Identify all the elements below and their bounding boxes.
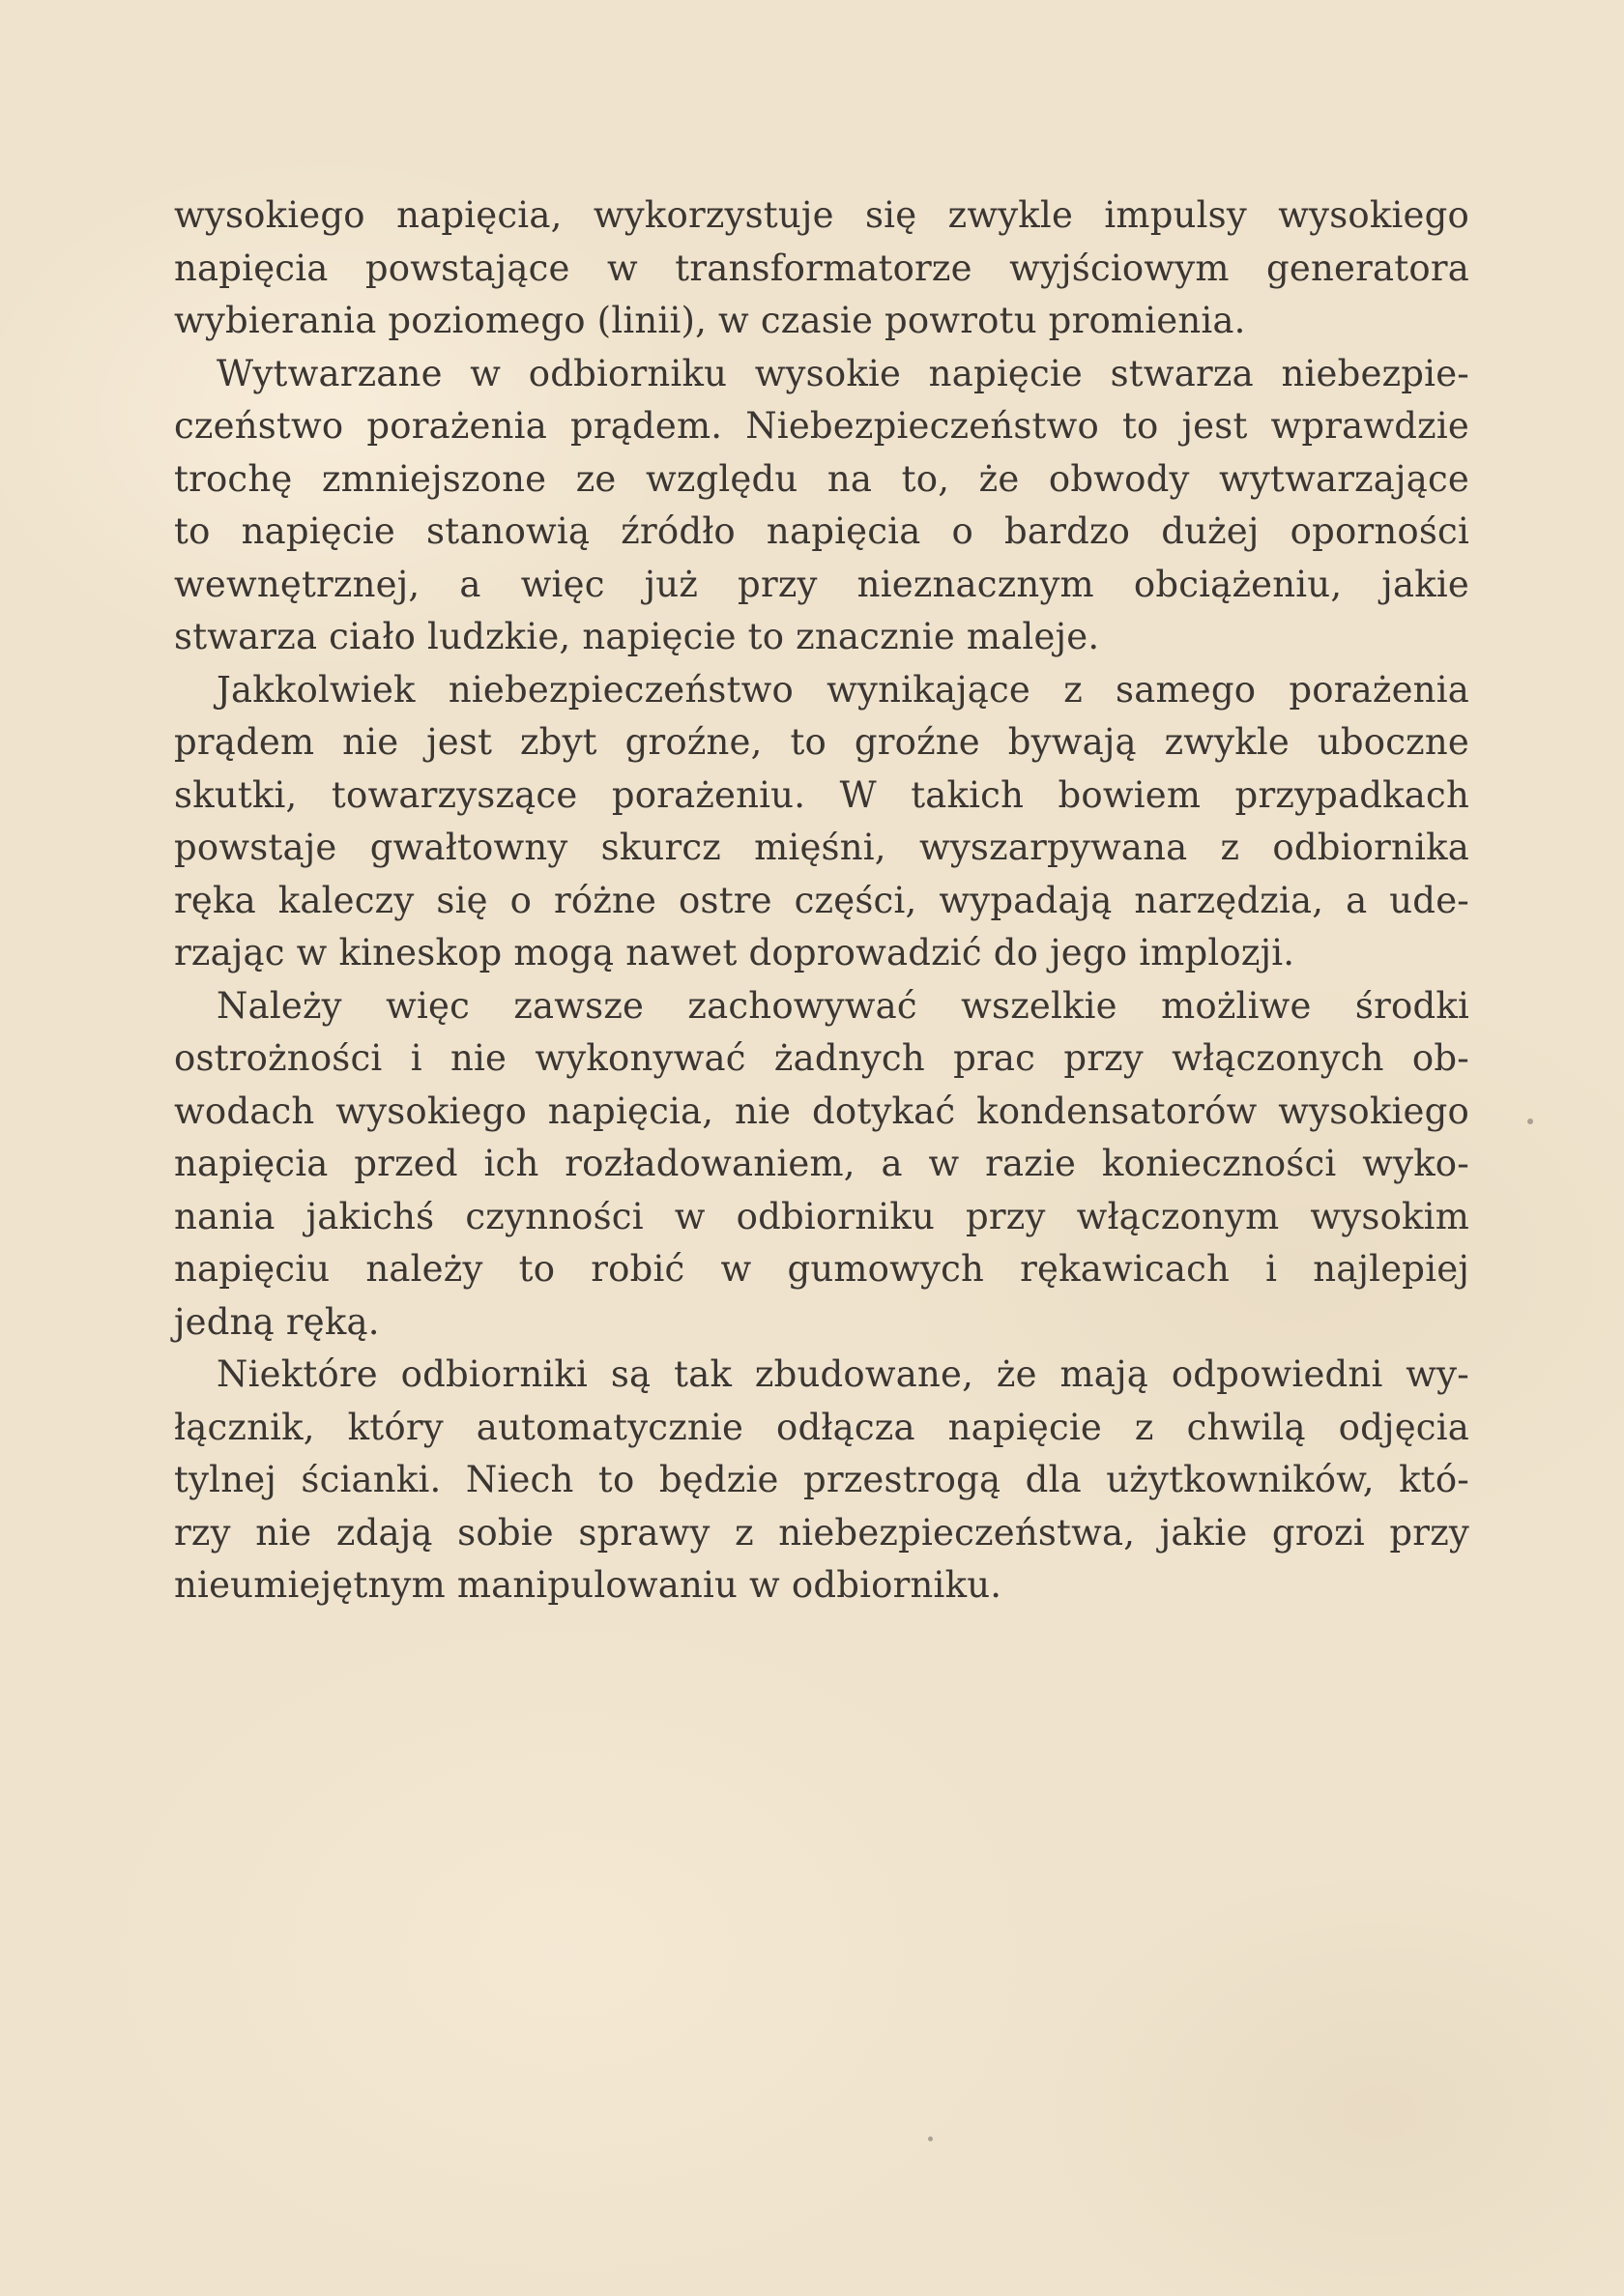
text-line: nieumiejętnym manipulowaniu w odbiorniku. xyxy=(174,1564,1002,1606)
text-line: powstaje gwałtowny skurcz mięśni, wyszarpywana z odbiornika xyxy=(174,827,1469,868)
text-line: ostrożności i nie wykonywać żadnych prac przy włączonych ob- xyxy=(174,1037,1469,1079)
text-line: czeństwo porażenia prądem. Niebezpieczeństwo to jest wprawdzie xyxy=(174,405,1469,447)
paragraph-2 xyxy=(174,348,1469,664)
text-line: prądem nie jest zbyt groźne, to groźne bywają zwykle uboczne xyxy=(174,721,1469,763)
text-line: łącznik, który automatycznie odłącza napięcie z chwilą odjęcia xyxy=(174,1406,1469,1448)
text-line: napięciu należy to robić w gumowych rękawicach i najlepiej xyxy=(174,1248,1469,1290)
text-line: skutki, towarzyszące porażeniu. W takich bowiem przypadkach xyxy=(174,773,1469,816)
paragraph-5 xyxy=(174,1349,1469,1613)
paper-speck xyxy=(1527,1119,1533,1124)
text-line: wodach wysokiego napięcia, nie dotykać kondensatorów wysokiego xyxy=(174,1090,1469,1132)
text-line: ręka kaleczy się o różne ostre części, wypadają narzędzia, a ude- xyxy=(174,879,1469,921)
text-line: wewnętrznej, a więc już przy nieznacznym obciążeniu, jakie xyxy=(174,563,1469,605)
text-line: nania jakichś czynności w odbiorniku przy włączonym wysokim xyxy=(174,1195,1469,1237)
text-line: napięcia powstające w transformatorze wyjściowym generatora xyxy=(174,247,1469,289)
text-line: napięcia przed ich rozładowaniem, a w razie konieczności wyko- xyxy=(174,1143,1469,1184)
text-line: Niektóre odbiorniki są tak zbudowane, że mają odpowiedni wy- xyxy=(217,1353,1469,1395)
paragraph-1 xyxy=(174,189,1469,348)
text-line: stwarza ciało ludzkie, napięcie to znacznie maleje. xyxy=(174,616,1100,657)
text-line: rzy nie zdają sobie sprawy z niebezpieczeństwa, jakie grozi przy xyxy=(174,1511,1469,1554)
paragraph-4 xyxy=(174,980,1469,1350)
text-line: wybierania poziomego (linii), w czasie powrotu promienia. xyxy=(174,300,1246,341)
text-line: Wytwarzane w odbiorniku wysokie napięcie stwarza niebezpie- xyxy=(217,352,1469,394)
text-line: jedną ręką. xyxy=(174,1300,380,1343)
paper-speck xyxy=(928,2136,933,2141)
text-line: rzając w kineskop mogą nawet doprowadzić do jego implozji. xyxy=(174,932,1295,974)
text-line: Należy więc zawsze zachowywać wszelkie możliwe środki xyxy=(217,984,1469,1027)
document-page xyxy=(174,189,1469,1613)
text-line: Jakkolwiek niebezpieczeństwo wynikające z samego porażenia xyxy=(217,668,1469,711)
text-line: tylnej ścianki. Niech to będzie przestrogą dla użytkowników, któ- xyxy=(174,1459,1469,1500)
text-line: trochę zmniejszone ze względu na to, że obwody wytwarzające xyxy=(174,457,1469,500)
text-line: wysokiego napięcia, wykorzystuje się zwykle impulsy wysokiego xyxy=(174,194,1469,236)
text-line: to napięcie stanowią źródło napięcia o bardzo dużej oporności xyxy=(174,510,1469,552)
paragraph-3 xyxy=(174,664,1469,980)
